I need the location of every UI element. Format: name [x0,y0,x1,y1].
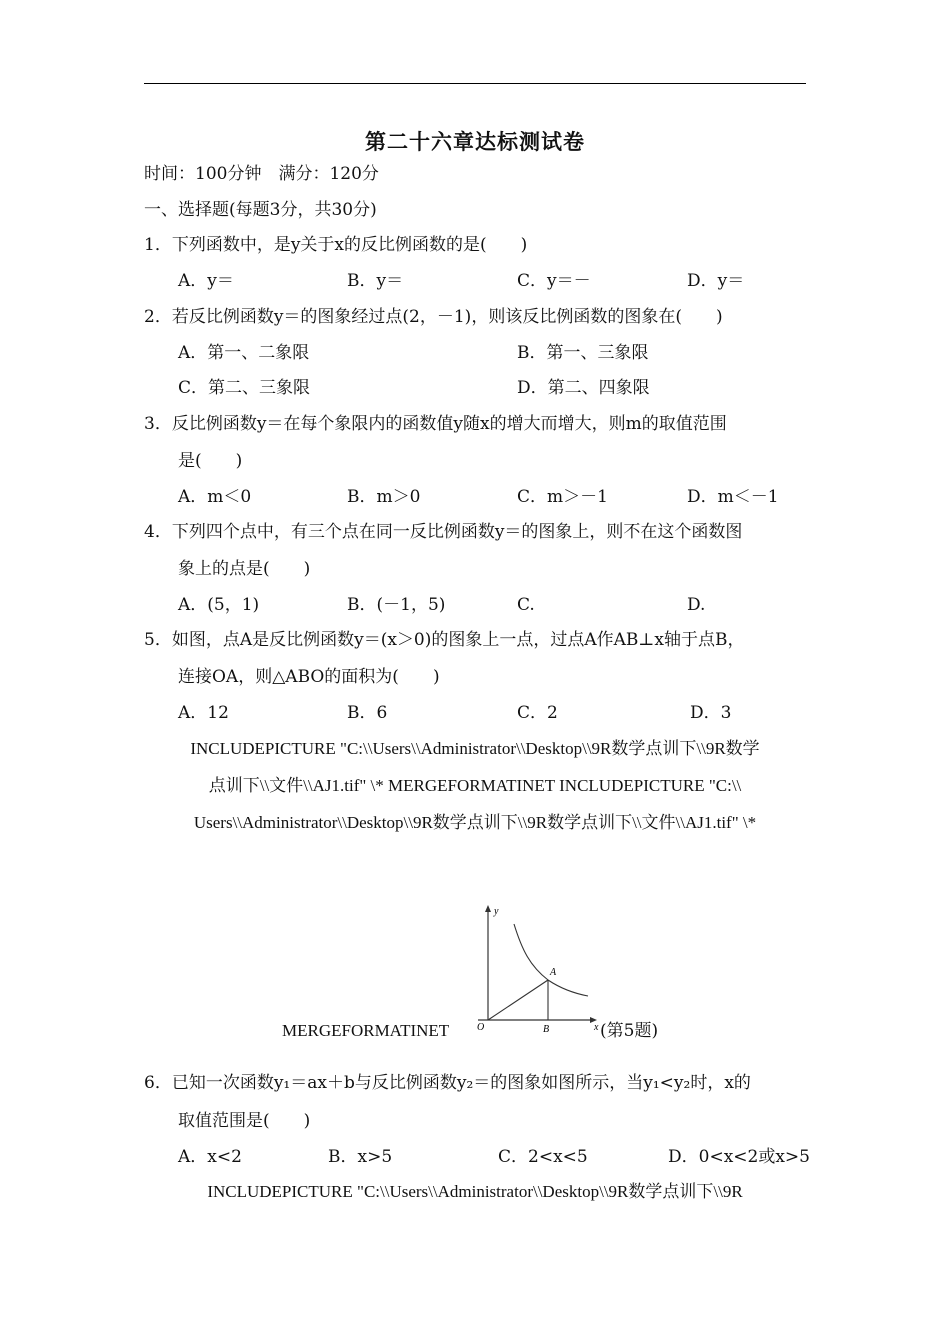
label-y: y [494,906,499,917]
q3-option-b: B．m＞0 [347,487,421,507]
q6-option-c: C．2<x<5 [498,1147,588,1167]
q5-option-d: D．3 [690,703,732,723]
q4-stem-line1: 4．下列四个点中，有三个点在同一反比例函数y＝的图象上，则不在这个函数图 [144,522,743,542]
q1-option-c: C．y＝－ [517,271,591,291]
q4-option-c: C. [517,595,535,615]
q5-option-a: A．12 [178,703,229,723]
label-b: B [543,1024,550,1035]
q2-option-c: C．第二、三象限 [178,378,311,398]
field-code-line1: INCLUDEPICTURE "C:\\Users\\Administrator\\Desktop\\9R数学点训下\\9R数学 [190,739,760,758]
q5-caption: (第5题) [600,1021,659,1041]
q2-option-b: B．第一、三象限 [517,343,649,363]
q5-figure [470,902,610,1038]
label-x: x [594,1022,599,1033]
q5-option-b: B．6 [347,703,388,723]
page-title: 第二十六章达标测试卷 [365,129,585,154]
q5-stem-line1: 5．如图，点A是反比例函数y＝(x＞0)的图象上一点，过点A作AB⊥x轴于点B， [144,630,745,650]
q6-option-b: B．x>5 [328,1147,393,1167]
q2-stem: 2．若反比例函数y＝的图象经过点(2，－1)，则该反比例函数的图象在( ) [144,307,723,327]
q3-option-d: D．m＜－1 [687,487,779,507]
q3-option-c: C．m＞－1 [517,487,608,507]
q1-option-d: D．y＝ [687,271,745,291]
q6-option-d: D．0<x<2或x>5 [668,1147,810,1167]
q4-option-b: B．(－1，5) [347,595,446,615]
q6-option-a: A．x<2 [178,1147,242,1167]
q2-option-a: A．第一、二象限 [178,343,310,363]
q6-stem-line1: 6．已知一次函数y₁＝ax＋b与反比例函数y₂＝的图象如图所示，当y₁<y₂时，x的 [144,1073,751,1093]
q3-option-a: A．m＜0 [178,487,252,507]
field-code-line5: INCLUDEPICTURE "C:\\Users\\Administrator\\Desktop\\9R数学点训下\\9R [207,1182,743,1201]
q5-option-c: C．2 [517,703,558,723]
hyperbola-curve [514,924,588,996]
q3-stem-line1: 3．反比例函数y＝在每个象限内的函数值y随x的增大而增大，则m的取值范围 [144,414,727,434]
q2-option-d: D．第二、四象限 [517,378,650,398]
q4-option-d: D. [687,595,706,615]
header-rule [144,83,806,84]
q4-stem-line2: 象上的点是( ) [178,559,311,579]
y-axis-arrow [485,905,491,912]
section-heading: 一、选择题(每题3分，共30分) [144,200,377,220]
q4-option-a: A．(5，1) [178,595,260,615]
q1-option-a: A．y＝ [178,271,234,291]
exam-meta: 时间：100分钟 满分：120分 [144,164,379,184]
field-code-line3: Users\\Administrator\\Desktop\\9R数学点训下\\9R数学点训下\\文件\\AJ1.tif" \* [193,813,757,832]
field-code-line4: MERGEFORMATINET [282,1021,450,1040]
q3-stem-line2: 是( ) [178,451,243,471]
label-o: O [477,1022,485,1033]
q5-stem-line2: 连接OA，则△ABO的面积为( ) [178,667,440,687]
label-a: A [550,967,557,978]
field-code-line2: 点训下\\文件\\AJ1.tif" \* MERGEFORMATINET INCLUDEPICTURE "C:\\ [208,776,742,795]
q6-stem-line2: 取值范围是( ) [178,1111,311,1131]
segment-oa [488,980,548,1020]
q1-stem: 1．下列函数中，是y关于x的反比例函数的是( ) [144,235,528,255]
q1-option-b: B．y＝ [347,271,404,291]
